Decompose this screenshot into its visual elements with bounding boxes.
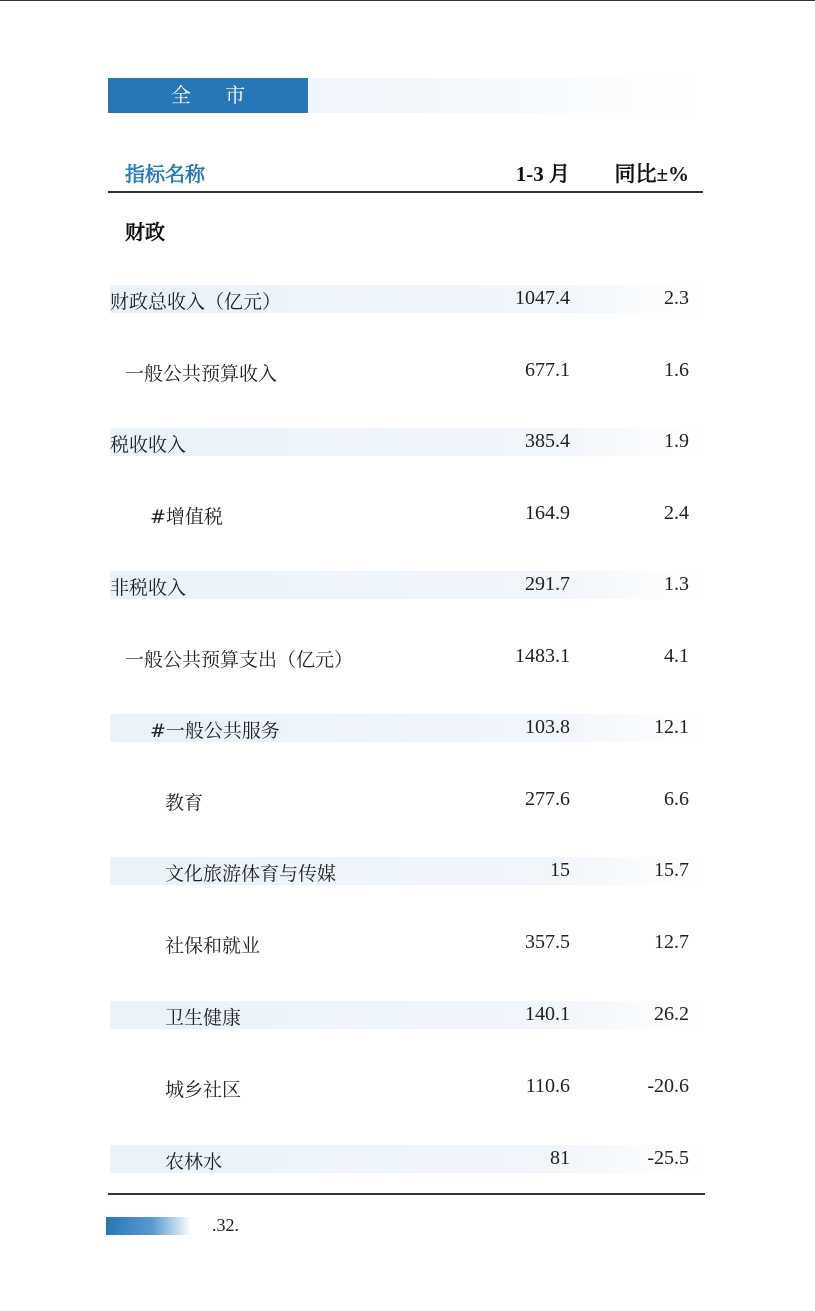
row-value: 103.8 (525, 716, 570, 738)
header-yoy: 同比±% (614, 162, 689, 186)
row-name: 财政总收入（亿元） (110, 291, 282, 313)
bottom-rule (108, 1193, 705, 1195)
table-row (110, 714, 703, 742)
row-yoy: 2.3 (664, 287, 689, 309)
row-value: 291.7 (525, 573, 570, 595)
row-name: 卫生健康 (165, 1007, 242, 1029)
footer-accent-bar (106, 1217, 191, 1235)
table-header (108, 150, 703, 192)
row-yoy: 4.1 (664, 645, 689, 667)
row-value: 357.5 (525, 931, 570, 953)
header-rule (108, 191, 703, 193)
row-name: 税收收入 (110, 434, 187, 456)
row-yoy: -25.5 (647, 1147, 689, 1169)
row-value: 164.9 (525, 502, 570, 524)
row-yoy: 2.4 (664, 502, 689, 524)
row-yoy: 26.2 (654, 1003, 689, 1025)
row-name: 农林水 (165, 1151, 223, 1173)
row-name: 非税收入 (110, 577, 187, 599)
page-number: .32. (212, 1215, 239, 1235)
table-row (110, 357, 703, 385)
row-value: 385.4 (525, 430, 570, 452)
header-period: 1-3 月 (515, 162, 570, 186)
row-yoy: 1.3 (664, 573, 689, 595)
row-name: 一般公共预算支出（亿元） (125, 649, 354, 671)
table-row (110, 643, 703, 671)
row-yoy: 12.7 (654, 931, 689, 953)
table-row (110, 929, 703, 957)
row-name: 文化旅游体育与传媒 (165, 863, 337, 885)
row-value: 677.1 (525, 359, 570, 381)
row-name: 社保和就业 (165, 935, 261, 957)
table-row (110, 786, 703, 814)
row-value: 277.6 (525, 788, 570, 810)
row-value: 140.1 (525, 1003, 570, 1025)
row-name: #一般公共服务 (150, 720, 280, 742)
row-yoy: 1.9 (664, 430, 689, 452)
row-value: 1483.1 (515, 645, 570, 667)
row-yoy: 1.6 (664, 359, 689, 381)
top-rule (0, 0, 815, 1)
row-name: 城乡社区 (165, 1079, 242, 1101)
row-value: 15 (550, 859, 570, 881)
row-name: 一般公共预算收入 (125, 363, 278, 385)
row-value: 110.6 (525, 1075, 570, 1097)
row-name: #增值税 (150, 506, 223, 528)
row-yoy: -20.6 (647, 1075, 689, 1097)
table-row (110, 1145, 703, 1173)
table-row (110, 1073, 703, 1101)
section-banner (108, 78, 703, 113)
table-row (110, 500, 703, 528)
row-yoy: 15.7 (654, 859, 689, 881)
row-name: 教育 (165, 792, 204, 814)
row-yoy: 12.1 (654, 716, 689, 738)
row-value: 1047.4 (515, 287, 570, 309)
table-row (110, 571, 703, 599)
row-yoy: 6.6 (664, 788, 689, 810)
section-title: 全 市 (108, 78, 308, 113)
row-value: 81 (550, 1147, 570, 1169)
table-row (110, 857, 703, 885)
category-title: 财政 (125, 220, 165, 244)
table-row (110, 428, 703, 456)
table-row (110, 1001, 703, 1029)
header-indicator-name: 指标名称 (125, 162, 205, 186)
table-row (110, 285, 703, 313)
